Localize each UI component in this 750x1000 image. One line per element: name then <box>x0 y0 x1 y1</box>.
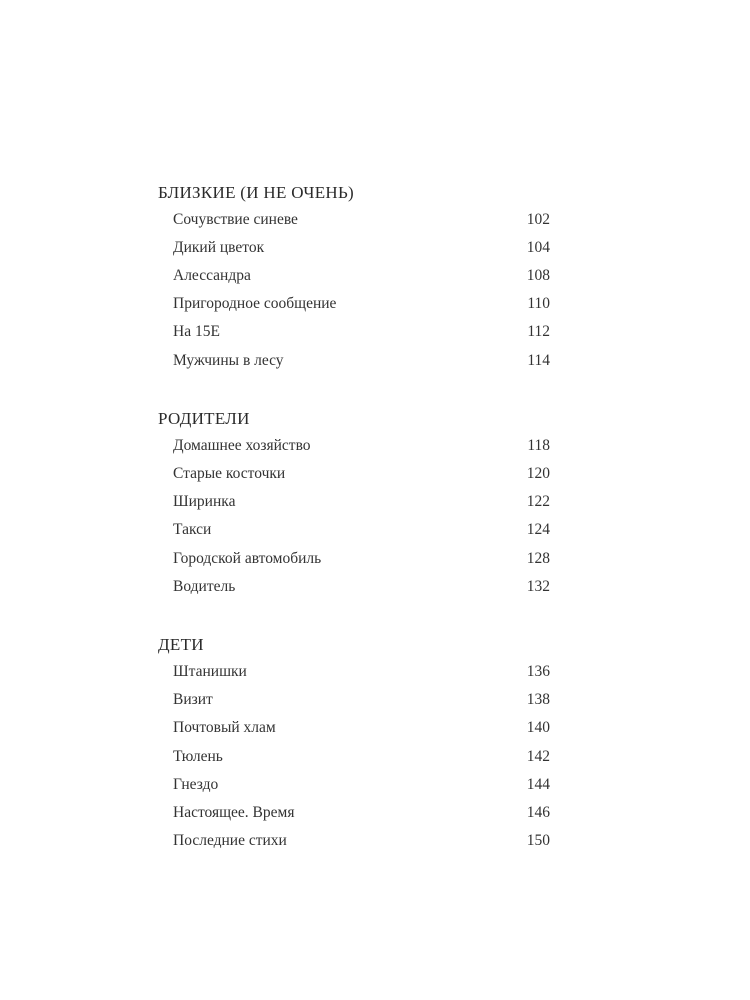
toc-entry-page: 144 <box>526 776 550 793</box>
toc-entry-title: Почтовый хлам <box>173 719 276 736</box>
toc-entry-title: Домашнее хозяйство <box>173 437 311 454</box>
toc-entry <box>173 719 550 741</box>
toc-entry <box>173 521 550 543</box>
toc-entry <box>173 295 550 317</box>
toc-entry-title: Водитель <box>173 578 236 595</box>
toc-entry <box>173 578 550 600</box>
toc-entry-title: Последние стихи <box>173 832 287 849</box>
toc-entry-page: 142 <box>526 748 550 765</box>
toc-entry <box>173 267 550 289</box>
toc-entry <box>173 832 550 854</box>
toc-entry-title: Такси <box>173 521 212 538</box>
toc-entry-page: 110 <box>527 295 550 312</box>
toc-entry-title: Алессандра <box>173 267 251 284</box>
toc-entry-title: Настоящее. Время <box>173 804 295 821</box>
toc-entry <box>173 323 550 345</box>
toc-entry-page: 120 <box>526 465 550 482</box>
toc-entry-page: 122 <box>526 493 550 510</box>
toc-entry <box>173 465 550 487</box>
toc-entry-title: Визит <box>173 691 213 708</box>
toc-entry-page: 108 <box>526 267 550 284</box>
toc-entry <box>173 804 550 826</box>
toc-entry <box>173 437 550 459</box>
toc-entry-title: Городской автомобиль <box>173 550 322 567</box>
toc-entry-page: 118 <box>527 437 550 454</box>
toc-entry <box>173 239 550 261</box>
toc-entry-title: Сочувствие синеве <box>173 211 298 228</box>
toc-entry-page: 140 <box>526 719 550 736</box>
toc-entry <box>173 493 550 515</box>
section-title-parents: РОДИТЕЛИ <box>158 409 250 428</box>
toc-entry <box>173 748 550 770</box>
toc-entry-title: Дикий цветок <box>173 239 265 256</box>
toc-entry-title: Тюлень <box>173 748 223 765</box>
toc-entry-page: 138 <box>526 691 550 708</box>
toc-entry-page: 136 <box>526 663 550 680</box>
toc-entry-page: 102 <box>526 211 550 228</box>
toc-entry-title: Штанишки <box>173 663 247 680</box>
toc-entry-page: 150 <box>526 832 550 849</box>
toc-entry <box>173 663 550 685</box>
toc-entry-page: 124 <box>526 521 550 538</box>
toc-entry <box>173 352 550 374</box>
toc-entry <box>173 211 550 233</box>
toc-entry-title: Гнездо <box>173 776 219 793</box>
toc-entry-title: На 15Е <box>173 323 220 340</box>
toc-entry-title: Мужчины в лесу <box>173 352 284 369</box>
toc-entry-page: 104 <box>526 239 550 256</box>
toc-entry-page: 112 <box>527 323 550 340</box>
toc-entry-title: Пригородное сообщение <box>173 295 337 312</box>
toc-entry-title: Старые косточки <box>173 465 286 482</box>
toc-entry-page: 146 <box>526 804 550 821</box>
toc-entry <box>173 776 550 798</box>
toc-entry-page: 128 <box>526 550 550 567</box>
section-title-close-ones: БЛИЗКИЕ (И НЕ ОЧЕНЬ) <box>158 183 354 202</box>
toc-entry-title: Ширинка <box>173 493 236 510</box>
toc-entry <box>173 550 550 572</box>
section-title-children: ДЕТИ <box>158 635 204 654</box>
toc-entry <box>173 691 550 713</box>
toc-entry-page: 114 <box>527 352 550 369</box>
toc-entry-page: 132 <box>526 578 550 595</box>
